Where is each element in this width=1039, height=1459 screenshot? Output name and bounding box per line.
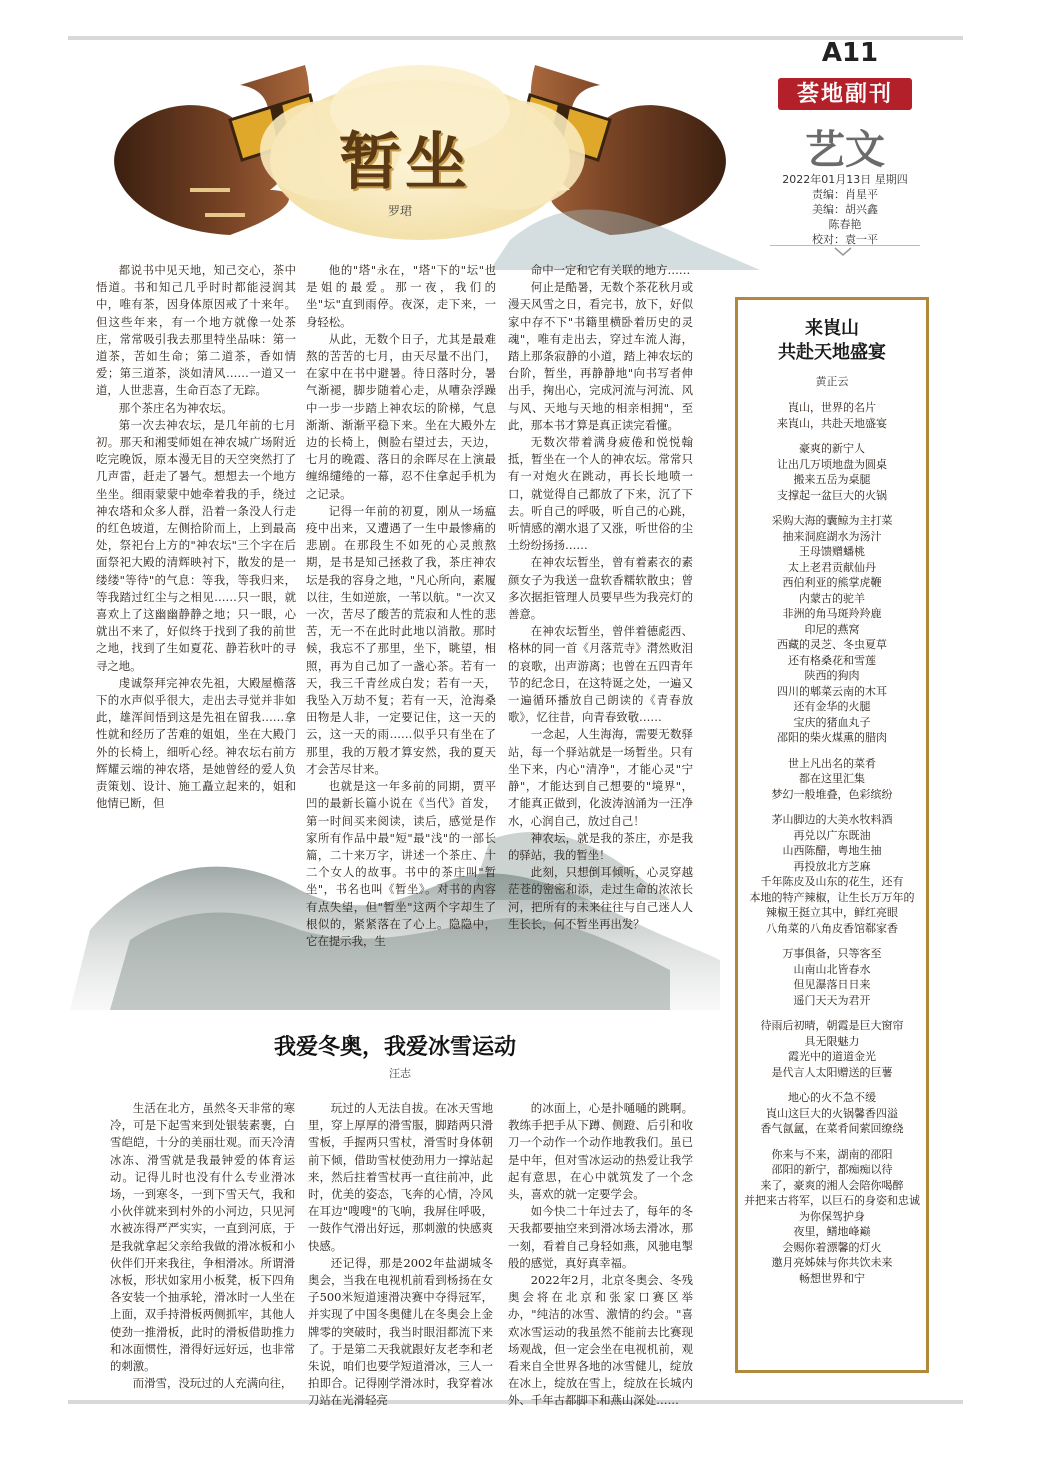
poem-line: 宝庆的猪血丸子 [793,715,871,729]
poem-line: 王母馈赠蟠桃 [799,545,865,558]
paragraph: 第一次去神农坛，是几年前的七月初。那天和湘雯师姐在神农城广场附近吃完晚饭，原本漫无目的天空突然打了几声雷，赶走了暑气。想想去一个地方坐坐。细雨蒙蒙中她牵着我的手，绕过神农塔和众多人群，沿着一条没人行走的红色坡道，左侧拾阶而上，上到最高处，祭祀台上方的"神农坛"三个字在后面祭祀大殿的清辉映衬下，散发的是一缕缕"等待"的气息：等我，等我归来，等我踏过红尘与之相见……只一眼，就喜欢上了这幽幽静静之地；只一眼，心就出不来了，好似终于找到了我的前世之地，找到了生如夏花、静若秋叶的寻寻之地。 [96,417,296,673]
poem-line: 陕西的狗肉 [804,669,860,682]
poem-stanza [741,946,923,1008]
poem-line: 西伯利亚的熊掌虎鞭 [782,576,882,589]
poem-line: 都在这里汇集 [799,772,865,785]
masthead-divider [770,245,920,246]
poem-line: 西藏的灵芝、冬虫夏草 [777,638,887,651]
paragraph: 而滑雪，没玩过的人充满向往， [132,1376,293,1391]
paragraph: 记得一年前的初夏，刚从一场瘟疫中出来，又遭遇了一生中最惨痛的悲剧。在那段生不如死的心灵煎熬期，是书是知己拯救了我，茶庄神农坛是我的容身之地，"凡心所向，素履以往，生如逆旅，一苇以航。"一次又一次，苦尽了酸苦的荒寂和人性的悲苦，无一不在此时此地以消散。那时候，我忘不了那里，坐下，眺望，相照，再为自己加了一盏心茶。若有一天，我三千青丝成白发；若有一天，我坠入万劫不复；若有一天，沧海桑田物是人非，一定要记住，这一天的云，这一天的雨……似乎只有坐在了那里，我的万般才算安然，我的夏天才会苦尽甘来。 [306,503,496,776]
article2-title: 我爱冬奥，我爱冰雪运动 [273,1035,516,1060]
poem-stanza [741,756,923,803]
poem-line: 非洲的角马斑羚羚鹿 [782,607,882,620]
poem-line: 畅想世界和宁 [799,1271,865,1285]
poem-line: 会赐你着漂馨的灯火 [782,1240,882,1254]
paragraph: 在神农坛暂坐，曾伴着德彪西、格林的同一首《月落荒寺》潸然败泪的哀歌，出声游离；也曾在五四青年节的纪念日，在这特诞之处，一遍又一遍循环播放自己朗读的《青春放歌》，忆往昔，向青春致敬…… [508,624,693,725]
poem-line: 邵阳的柴火煤熏的腊肉 [777,731,887,744]
poem-line: 山西陈醋，粤地生抽 [782,844,882,857]
poem-line: 茅山脚边的大美水牧料酒 [771,813,893,826]
paragraph: 神农坛，就是我的茶庄，亦是我的驿站，我的暂坐！ [508,830,693,862]
poem-line: 崀山，世界的名片 [788,401,876,414]
poem-line: 香气氤氲，在菜肴间萦回缭绕 [760,1122,904,1135]
poem-line: 还有格桑花和雪莲 [788,653,876,667]
paragraph: 命中一定和它有关联的地方…… [530,263,691,277]
paragraph: 2022年2月，北京冬奥会、冬残奥会将在北京和张家口赛区举办，"纯洁的冰雪、激情的约会。"喜欢冰雪运动的我虽然不能前去比赛现场观战，但一定会坐在电视机前，观看来自全世界各地的冰雪健儿，绽放在冰上，绽放在雪上，绽放在长城内外、千年古都脚下和燕山深处…… [508,1273,693,1408]
mountain-mist-icon [490,210,760,270]
article2-column-3 [508,1100,693,1408]
art-editor: 美编：胡兴鑫 [812,203,878,216]
poem-line: 豪爽的新宁人 [799,442,865,455]
poem-line: 崀山这巨大的火锅馨香四溢 [766,1106,898,1120]
poem-line: 内蒙古的驼羊 [799,591,865,605]
paragraph: 虔诚祭拜完神农先祖，大殿屋檐落下的水声似乎很大，走出去寻觉并非如此，雄浑间悟到这是先祖在留我……拿性就和经历了苦难的姐姐，坐在大殿门外的长椅上，细听心经。神农坛右前方辉耀云端的神农塔，是她曾经的爱人负责策划、设计、施工矗立起来的，姐和他情已断，但 [96,675,296,811]
paragraph: 在神农坛暂坐，曾有着素衣的素颜女子为我送一盘软香糯软散虫；曾多次据拒管理人员要早些为我亮灯的善意。 [508,555,693,622]
article1-column-1 [96,262,296,842]
paragraph: 都说书中见天地，知己交心，茶中悟道。书和知己几乎时时都能浸润其中，唯有茶，因身体原因戒了十来年。但这些年来，有一个地方就像一处茶庄，常常吸引我去那里特坐品味：第一道茶，苦如生命；第二道茶，香如情爱；第三道茶，淡如清风……一道又一道，人世悲喜，生命百态了无踪。 [96,263,296,398]
poem-line: 抽来洞庭湖水为汤汁 [782,529,882,543]
poem-body [741,400,923,1296]
poem-line: 山南山北皆春水 [793,962,871,976]
paragraph: 他的"塔"永在，"塔"下的"坛"也是姐的最爱。那一夜，我们的坐"坛"直到雨停。夜深，走下来，一身轻松。 [306,263,496,329]
paragraph: 此刻，只想倒耳倾听，心灵穿越茫苍的密密和添，走过生命的浓浓长河，把所有的未来往往与自己迷人人生长长，何不暂坐再出发？ [508,865,693,931]
paragraph: 还记得，那是2002年盐湖城冬奥会，当我在电视机前看到杨扬在女子500米短道速滑决赛中夺得冠军，并实现了中国冬奥健儿在冬奥会上金牌零的突破时，我当时眼泪都流下来了。于是第二天我就跟好友老李和老朱说，咱们也要学短道滑冰，三人一拍即合。记得刚学滑冰时，我穿着冰刀站在光滑轻亮 [308,1255,493,1408]
editor: 责编：肖星平 [812,188,878,201]
article1-column-3 [508,262,693,931]
paragraph: 如今快二十年过去了，每年的冬天我都要抽空来到滑冰场去滑冰，那一刻，看着自己身轻如燕，风驰电掣般的感觉，真好真幸福。 [508,1204,693,1270]
poem-line: 印尼的燕窝 [804,622,860,636]
poem-line: 再兑以广东既油 [793,828,871,842]
poem-line: 搬来五岳为桌腿 [793,473,871,486]
poem-title: 来崀山 共赴天地盛宴 [778,318,886,363]
article1-column-2 [306,262,496,948]
poem-line: 采购大海的囊鲸为主打菜 [771,514,893,527]
poem-line: 来了，豪爽的湘人会陪你喝醉 [760,1178,904,1192]
paragraph: 无数次带着满身疲倦和悦悦翰抵，暂坐在一个人的神农坛。常常只有一对炮火在跳动，再长长地喷一口，就觉得自己都放了下来，沉了下去。听自己的呼吸，听自己的心跳，听情感的潮水退了又涨，听世俗的尘土纷纷扬扬…… [508,435,693,553]
poem-line: 八角菜的八角皮香馆郗家香 [766,921,898,935]
poem-author: 黄正云 [815,375,849,388]
poem-stanza [741,400,923,431]
paragraph: 一念起，人生海海，需要无数驿站，每一个驿站就是一场暂坐。只有坐下来，内心"清净"，才能心灵"宁静"，才能达到自己想要的"境界"，才能真正做到，化波涛汹涌为一汪净水，心润自己，放过自己！ [508,727,693,828]
poem-line: 遥门天天为君开 [793,993,871,1007]
publish-date: 2022年01月13日 星期四 [782,173,908,186]
chevron-down-icon [834,247,852,257]
article-author: 罗珺 [387,204,412,218]
brand-logo: 荟地副刊 [778,78,912,110]
poem-line: 地心的火不急不缓 [788,1091,876,1104]
poem-line: 千年陈皮及山东的花生，还有 [760,875,904,888]
poem-line: 待雨后初晴，朝霞是巨大窗帘 [760,1019,904,1032]
poem-line: 支撑起一盆巨大的火锅 [777,488,887,502]
poem-line: 太上老君贡献仙丹 [788,560,876,574]
poem-stanza [741,1147,923,1287]
poem-line: 辣椒王挺立其中，鲜红亮眼 [766,906,898,919]
paragraph: 从此，无数个日子，尤其是最难熬的苦苦的七月，由天尽量不出门，在家中在书中避暑。待日落时分，暑气渐褪，脚步随着心走，从嘈杂浮躁中一步一步踏上神农坛的阶梯，气息渐渐、渐渐平稳下来。坐在大殿外左边的长椅上，侧脸右望过去，天边，七月的晚霞、落日的余晖尽在上演最缠绵缱绻的一幕，忍不住拿起手机为之记录。 [306,331,496,501]
article-title: 暂坐 [338,125,471,198]
poem-line: 具无限魅力 [804,1034,860,1048]
poem-stanza [741,513,923,746]
section-title: 艺文 [805,126,885,173]
paragraph: 那个茶庄名为神农坛。 [118,400,233,415]
poem-line: 还有金华的火腿 [793,700,871,713]
poem-line: 为你保驾护身 [799,1209,865,1223]
article2-column-2 [308,1100,493,1408]
poem-line: 夜里，鳝地峰巅 [793,1225,871,1238]
poem-line: 四川的郫菜云南的木耳 [777,684,887,698]
poem-stanza [741,1018,923,1080]
page-number: A11 [821,38,879,68]
art-editor-2: 陈春艳 [828,218,862,231]
poem-line: 万事俱备，只等客至 [782,947,882,960]
paragraph: 的冰面上，心是扑嗵嗵的跳啊。教练手把手从下蹲、侧蹬、后引和收刀一个动作一个动作地教我们。虽已是中年，但对雪冰运动的热爱让我学起有意思，在心中就筑发了一个念头，喜欢的就一定要学会。 [508,1101,693,1202]
poem-stanza [741,1090,923,1137]
poem-line: 让出几万顷地盘为圆桌 [777,457,887,471]
poem-line: 是代言人太阳赠送的巨薯 [771,1065,893,1079]
poem-line: 来崀山，共赴天地盛宴 [777,416,887,430]
paragraph: 何止是酷暑，无数个茶花秋月或漫天风雪之日，看完书，放下，好似家中存不下"书籍里横卧着历史的灵魂"，唯有走出去，穿过车流人海，踏上那条寂静的小道，踏上神农坛的台阶，暂坐，再静静地"向书写者伸出手，掬出心，完成河流与河流、风与风、天地与天地的相亲相拥"，至此，那本书才算是真正读完看懂。 [508,280,693,432]
proofreader: 校对：袁一平 [812,233,878,246]
article2-author: 汪志 [389,1067,411,1080]
poem-stanza [741,812,923,936]
poem-stanza [741,441,923,503]
paragraph: 也就是这一年多前的同期，贾平凹的最新长篇小说在《当代》首发，第一时间买来阅读，读后，感觉是作家所有作品中最"短"最"浅"的一部长篇，二十来万字，讲述一个茶庄、十二个女人的故事。书中的茶庄叫"暂坐"，书名也叫《暂坐》。对书的内容有点失望，但"暂坐"这两个字却生了根似的，紧紧落在了心上。隐隐中，它在提示我，生 [306,779,496,948]
poem-line: 邵阳的新宁，都痴痴以待 [771,1163,893,1176]
masthead-meta [770,172,920,247]
poem-line: 你来与不来，湖南的邵阳 [771,1147,893,1161]
poem-line: 霞光中的道道金光 [788,1050,876,1063]
poem-line: 再投放北方芝麻 [793,859,871,873]
poem-line: 并把来古将军，以巨石的身姿和忠诚 [744,1194,920,1207]
poem-line: 但见瀑落日日来 [793,978,871,991]
article2-column-1 [110,1100,295,1391]
poem-line: 本地的特产辣椒，让生长万万年的 [749,890,915,904]
poem-line: 邀月亮姊妹与你共饮未来 [771,1256,893,1269]
poem-line: 世上凡出名的菜肴 [788,756,876,770]
paragraph: 生活在北方，虽然冬天非常的寒冷，可是下起雪来到处银装素裹，白雪皑皑，十分的美丽壮观。而天冷清冰冻、滑雪就是我最钟爱的体育运动。记得儿时也没有什么专业滑冰场，一到寒冬，一到下雪天气，我和小伙伴就来到村外的小河边，只见河水被冻得严严实实，一直到河底，于是我就拿起父亲给我做的滑冰板和小伙伴们开来我往，争相滑冰。所谓滑冰板，形状如家用小板凳，板下四角各安装一个抽承轮，滑冰时一人坐在上面，双手持滑板两侧抓牢，其他人使劲一推滑板，此时的滑板借助推力和冰面惯性，滑得好远好远，也非常的刺激。 [110,1101,295,1374]
poem-line: 梦幻一般堆叠，色彩缤纷 [771,787,893,801]
paragraph: 玩过的人无法自拔。在冰天雪地里，穿上厚厚的滑雪服，脚踏两只滑雪板，手握两只雪杖，滑雪时身体朝前下倾，借助雪杖使劲用力一撑站起来，然后拄着雪杖再一直往前冲，此时，优美的姿态，飞奔的心情，冷风在耳边"嗖嗖"的飞响，我屏住呼吸，一鼓作气滑出好远，那刺激的快感爽快感。 [308,1101,493,1253]
